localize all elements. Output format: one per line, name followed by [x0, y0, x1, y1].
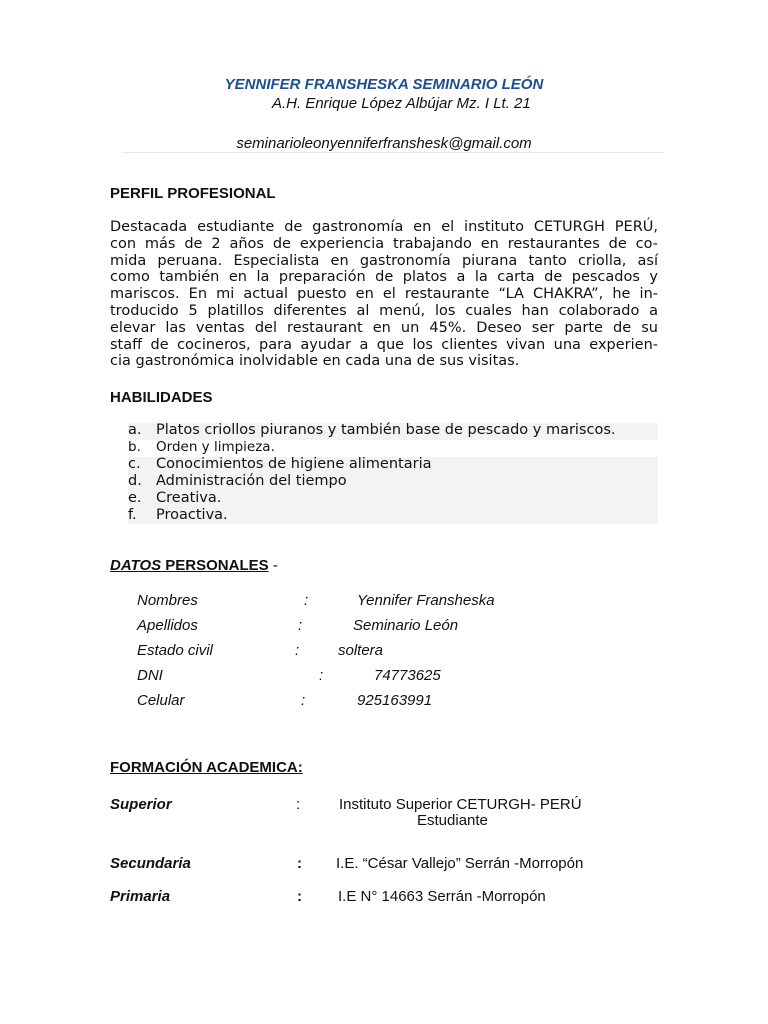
- datos-label-dni: DNI: [137, 667, 163, 684]
- perfil-line: como también en la preparación de platos a la carta de pescados y: [110, 269, 658, 286]
- skill-item: [128, 490, 616, 507]
- section-title-habilidades: HABILIDADES: [110, 389, 213, 406]
- edu-colon: :: [297, 855, 302, 872]
- edu-colon: :: [296, 796, 301, 813]
- list-marker: a.: [128, 422, 142, 438]
- edu-value-superior-status: Estudiante: [417, 812, 488, 829]
- edu-value-superior: Instituto Superior CETURGH- PERÚ: [339, 796, 582, 813]
- perfil-line: Destacada estudiante de gastronomía en el instituto CETURGH PERÚ,: [110, 219, 658, 235]
- datos-value-nombres: Yennifer Fransheska: [357, 592, 495, 609]
- section-title-formacion: FORMACIÓN ACADEMICA:: [110, 759, 303, 776]
- skill-text: Proactiva.: [156, 507, 228, 523]
- skills-list: [128, 422, 616, 524]
- datos-value-estado-civil: soltera: [338, 642, 384, 659]
- perfil-line: elevar las ventas del restaurant en un 45%. Deseo ser parte de su: [110, 319, 658, 336]
- skill-text: Administración del tiempo: [156, 473, 347, 489]
- skill-item: [128, 473, 616, 490]
- list-marker: b.: [128, 439, 141, 455]
- datos-value-celular: 925163991: [357, 692, 433, 709]
- perfil-line: con más de 2 años de experiencia trabajando en restaurantes de co-: [110, 235, 658, 252]
- section-title-perfil: PERFIL PROFESIONAL: [110, 185, 276, 202]
- edu-label-primaria: Primaria: [110, 888, 171, 905]
- address-line: A.H. Enrique López Albújar Mz. I Lt. 21: [272, 95, 531, 112]
- edu-label-secundaria: Secundaria: [110, 855, 191, 872]
- perfil-line: troducido 5 platillos diferentes al menú, los cuales han colaborado a: [110, 302, 658, 319]
- perfil-line: mariscos. En mi actual puesto en el restaurante “LA CHAKRA”, he in-: [110, 286, 658, 303]
- datos-title-rest: PERSONALES: [161, 557, 269, 574]
- perfil-line: cia gastronómica inolvidable en cada una de sus visitas.: [110, 353, 520, 370]
- datos-label-estado-civil: Estado civil: [137, 642, 213, 659]
- datos-label-apellidos: Apellidos: [137, 617, 198, 634]
- skill-item: [128, 507, 616, 524]
- datos-colon: :: [319, 667, 324, 684]
- datos-colon: :: [298, 617, 303, 634]
- edu-colon: :: [297, 888, 302, 905]
- perfil-paragraph: [110, 219, 658, 370]
- skill-item: [128, 422, 616, 439]
- skill-item: [128, 456, 616, 473]
- skill-text: Creativa.: [156, 490, 222, 506]
- skill-text: Orden y limpieza.: [156, 439, 275, 455]
- candidate-name: YENNIFER FRANSHESKA SEMINARIO LEÓN: [224, 76, 544, 93]
- datos-title-italic: DATOS: [110, 557, 162, 574]
- skill-text: Conocimientos de higiene alimentaria: [156, 456, 432, 472]
- list-marker: f.: [128, 507, 137, 523]
- list-marker: e.: [128, 490, 142, 506]
- skill-text: Platos criollos piuranos y también base de pescado y mariscos.: [156, 422, 616, 438]
- edu-value-primaria: I.E N° 14663 Serrán -Morropón: [338, 888, 546, 905]
- datos-title-suffix: -: [268, 557, 278, 574]
- list-marker: c.: [128, 456, 141, 472]
- header-divider: [122, 152, 664, 153]
- datos-label-nombres: Nombres: [137, 592, 198, 609]
- email-address[interactable]: seminarioleonyenniferfranshesk@gmail.com: [236, 135, 532, 152]
- datos-colon: :: [304, 592, 309, 609]
- datos-value-apellidos: Seminario León: [353, 617, 459, 634]
- edu-label-superior: Superior: [110, 796, 172, 813]
- skill-item: [128, 439, 616, 456]
- list-marker: d.: [128, 473, 142, 489]
- datos-colon: :: [301, 692, 306, 709]
- datos-value-dni: 74773625: [374, 667, 441, 684]
- edu-value-secundaria: I.E. “César Vallejo” Serrán -Morropón: [336, 855, 584, 872]
- datos-colon: :: [295, 642, 300, 659]
- perfil-line: mida peruana. Especialista en gastronomía piurana tanto criolla, así: [110, 252, 658, 269]
- section-title-datos: [110, 557, 278, 574]
- perfil-line: staff de cocineros, para ayudar a que los clientes vivan una experien-: [110, 336, 658, 353]
- datos-label-celular: Celular: [137, 692, 185, 709]
